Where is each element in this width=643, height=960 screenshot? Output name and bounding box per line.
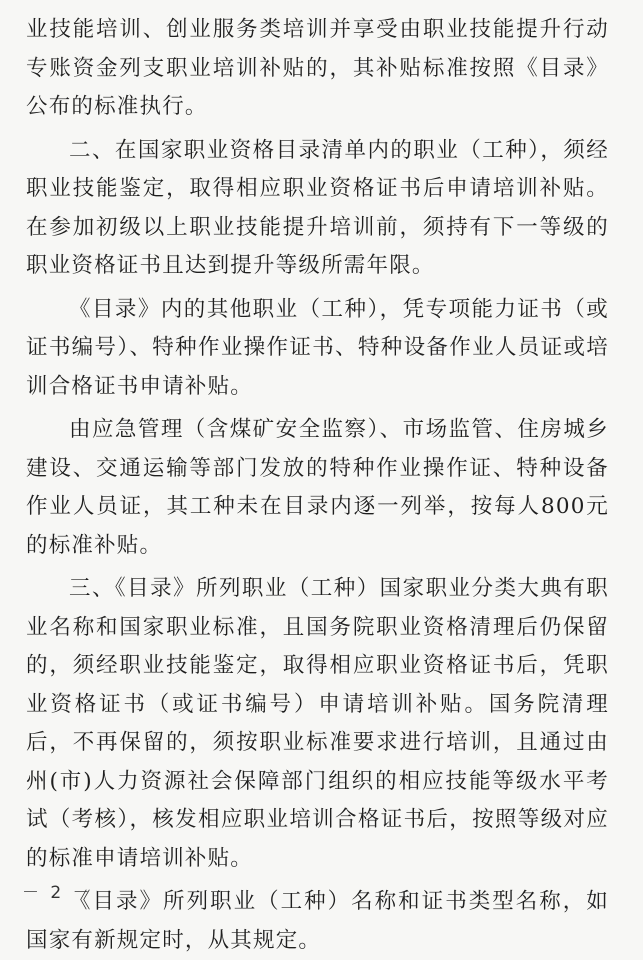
- paragraph-section-two: 二、在国家职业资格目录清单内的职业（工种），须经职业技能鉴定，取得相应职业资格证书后申请培训补贴。在参加初级以上职业技能提升培训前，须持有下一等级的职业资格证书且达到提升等级所需年限。: [26, 137, 609, 278]
- paragraph-other-occupations: 《目录》内的其他职业（工种），凭专项能力证书（或证书编号）、特种作业操作证书、特种设备作业人员证或培训合格证书申请补贴。: [26, 296, 609, 399]
- paragraph-special-operations: 由应急管理（含煤矿安全监察）、市场监管、住房城乡建设、交通运输等部门发放的特种作业操作证、特种设备作业人员证，其工种未在目录内逐一列举，按每人800元的标准补贴。: [26, 417, 609, 558]
- paragraph-section-three: 三、《目录》所列职业（工种）国家职业分类大典有职业名称和国家职业标准，且国务院职业资格清理后仍保留的，须经职业技能鉴定，取得相应职业资格证书后，凭职业资格证书（或证书编号）申请培训补贴。国务院清理后，不再保留的，须按职业标准要求进行培训，且通过由州(市)人力资源社会保障部门组织的相应技能等级水平考试（考核），核发相应职业培训合格证书后，按照等级对应的标准申请培训补贴。: [26, 576, 609, 871]
- paragraph-subsidy-standard: 业技能培训、创业服务类培训并享受由职业技能提升行动专账资金列支职业培训补贴的，其补贴标准按照《目录》公布的标准执行。: [26, 17, 609, 119]
- paragraph-new-regulations: 《目录》所列职业（工种）名称和证书类型名称，如国家有新规定时，从其规定。: [26, 889, 609, 953]
- page-number: － 2 －: [22, 883, 93, 903]
